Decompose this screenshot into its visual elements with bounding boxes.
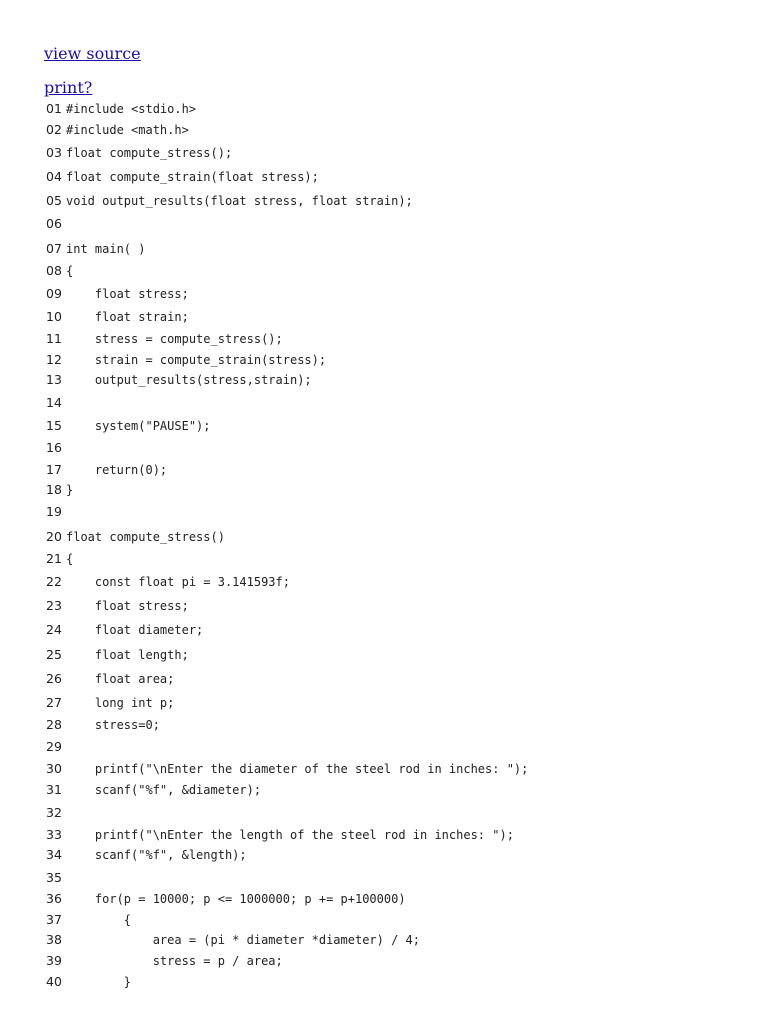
code-line (0, 931, 768, 949)
code-line (0, 869, 768, 887)
line-number: 29 (46, 739, 62, 754)
code-text: } (66, 975, 132, 989)
code-line (0, 826, 768, 844)
code-line (0, 262, 768, 280)
code-line (0, 804, 768, 822)
code-text: stress = p / area; (66, 954, 283, 968)
print-link[interactable]: print? (44, 78, 93, 97)
line-number: 22 (46, 574, 62, 589)
code-text: float strain; (66, 310, 189, 324)
line-number: 14 (46, 395, 62, 410)
code-text: #include <math.h> (66, 123, 189, 137)
code-text: scanf("%f", &diameter); (66, 783, 262, 797)
code-text: printf("\nEnter the diameter of the steel rod in inches: "); (66, 762, 529, 776)
line-number: 32 (46, 805, 62, 820)
code-line (0, 846, 768, 864)
line-number: 37 (46, 912, 62, 927)
code-line (0, 694, 768, 712)
code-line (0, 670, 768, 688)
code-text: printf("\nEnter the length of the steel rod in inches: "); (66, 828, 514, 842)
code-line (0, 911, 768, 929)
line-number: 25 (46, 647, 62, 662)
code-line (0, 646, 768, 664)
code-text: } (66, 483, 74, 497)
code-text: float compute_stress(); (66, 146, 233, 160)
code-text: output_results(stress,strain); (66, 373, 312, 387)
code-text: float compute_strain(float stress); (66, 170, 319, 184)
line-number: 13 (46, 372, 62, 387)
code-line (0, 890, 768, 908)
line-number: 09 (46, 286, 62, 301)
line-number: 35 (46, 870, 62, 885)
code-line (0, 481, 768, 499)
code-line (0, 573, 768, 591)
code-line (0, 503, 768, 521)
code-text: for(p = 10000; p <= 1000000; p += p+100000) (66, 892, 406, 906)
code-line (0, 461, 768, 479)
code-line (0, 394, 768, 412)
code-text: area = (pi * diameter *diameter) / 4; (66, 933, 421, 947)
code-text: float stress; (66, 599, 189, 613)
code-line (0, 597, 768, 615)
line-number: 28 (46, 717, 62, 732)
code-text: float compute_stress() (66, 530, 225, 544)
code-text: float diameter; (66, 623, 204, 637)
line-number: 11 (46, 331, 62, 346)
code-line (0, 240, 768, 258)
code-text: stress = compute_stress(); (66, 332, 283, 346)
line-number: 06 (46, 216, 62, 231)
code-line (0, 371, 768, 389)
code-text: system("PAUSE"); (66, 419, 211, 433)
line-number: 30 (46, 761, 62, 776)
code-text: return(0); (66, 463, 168, 477)
code-text: void output_results(float stress, float strain); (66, 194, 413, 208)
code-text: { (66, 913, 132, 927)
line-number: 36 (46, 891, 62, 906)
code-line (0, 781, 768, 799)
line-number: 31 (46, 782, 62, 797)
code-line (0, 760, 768, 778)
code-text: const float pi = 3.141593f; (66, 575, 290, 589)
code-line (0, 168, 768, 186)
code-line (0, 144, 768, 162)
line-number: 04 (46, 169, 62, 184)
code-text: { (66, 264, 74, 278)
line-number: 16 (46, 440, 62, 455)
line-number: 23 (46, 598, 62, 613)
code-line (0, 738, 768, 756)
line-number: 17 (46, 462, 62, 477)
code-line (0, 330, 768, 348)
line-number: 26 (46, 671, 62, 686)
code-text: #include <stdio.h> (66, 102, 197, 116)
code-text: float area; (66, 672, 175, 686)
code-line (0, 716, 768, 734)
code-line (0, 952, 768, 970)
code-line (0, 192, 768, 210)
line-number: 10 (46, 309, 62, 324)
code-line (0, 973, 768, 991)
line-number: 34 (46, 847, 62, 862)
code-line (0, 417, 768, 435)
code-line (0, 351, 768, 369)
code-line (0, 528, 768, 546)
line-number: 07 (46, 241, 62, 256)
code-line (0, 308, 768, 326)
code-text: { (66, 552, 74, 566)
line-number: 03 (46, 145, 62, 160)
code-text: int main( ) (66, 242, 146, 256)
line-number: 21 (46, 551, 62, 566)
line-number: 40 (46, 974, 62, 989)
line-number: 12 (46, 352, 62, 367)
line-number: 02 (46, 122, 62, 137)
line-number: 08 (46, 263, 62, 278)
code-text: long int p; (66, 696, 175, 710)
code-line (0, 100, 768, 118)
code-text: scanf("%f", &length); (66, 848, 247, 862)
line-number: 05 (46, 193, 62, 208)
code-text: stress=0; (66, 718, 160, 732)
line-number: 27 (46, 695, 62, 710)
line-number: 39 (46, 953, 62, 968)
line-number: 01 (46, 101, 62, 116)
line-number: 38 (46, 932, 62, 947)
view-source-link[interactable]: view source (44, 44, 141, 63)
line-number: 33 (46, 827, 62, 842)
line-number: 19 (46, 504, 62, 519)
code-line (0, 215, 768, 233)
code-text: float length; (66, 648, 189, 662)
code-line (0, 621, 768, 639)
line-number: 18 (46, 482, 62, 497)
line-number: 20 (46, 529, 62, 544)
line-number: 15 (46, 418, 62, 433)
line-number: 24 (46, 622, 62, 637)
code-line (0, 550, 768, 568)
code-line (0, 121, 768, 139)
code-text: strain = compute_strain(stress); (66, 353, 327, 367)
code-text: float stress; (66, 287, 189, 301)
code-line (0, 285, 768, 303)
code-line (0, 439, 768, 457)
